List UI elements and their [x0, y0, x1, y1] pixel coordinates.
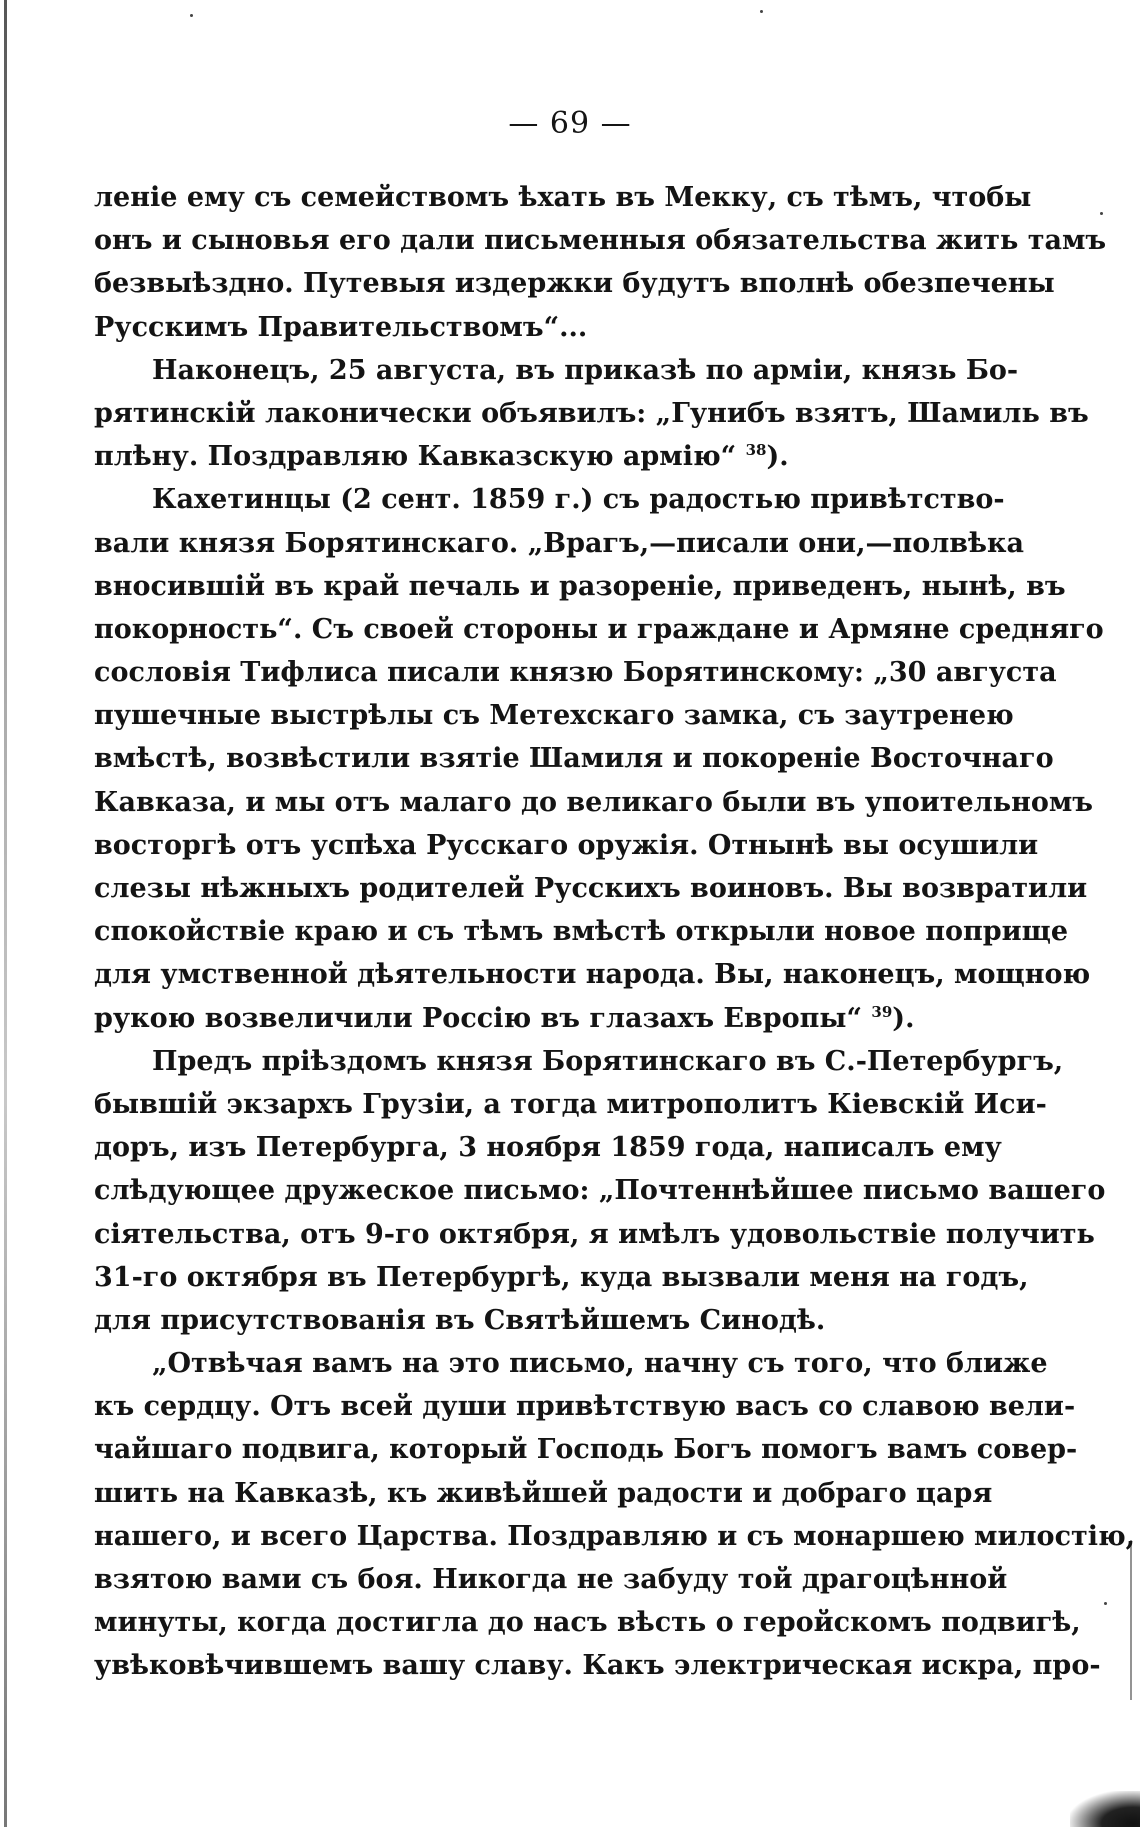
line-text: „Отвѣчая вамъ на это письмо, начну съ того, что ближе	[152, 1348, 1048, 1380]
text-line	[94, 219, 1107, 262]
line-text: рятинскій лаконически объявилъ: „Гунибъ взятъ, Шамиль въ	[94, 397, 1089, 429]
line-text: плѣну. Поздравляю Кавказскую армію“	[94, 441, 737, 473]
text-line	[94, 651, 1057, 694]
text-line	[94, 349, 1019, 392]
line-text: 31-го октября въ Петербургѣ, куда вызвали меня на годъ,	[94, 1261, 1029, 1293]
line-text: леніе ему съ семействомъ ѣхать въ Мекку, съ тѣмъ, чтобы	[94, 182, 1032, 213]
text-line	[94, 176, 1032, 219]
text-line	[94, 435, 944, 478]
text-line	[94, 1169, 1106, 1212]
line-text: онъ и сыновья его дали письменныя обязательства жить тамъ	[94, 225, 1107, 257]
scan-speck	[1100, 212, 1103, 215]
text-line	[94, 1213, 1095, 1256]
text-line	[94, 910, 1069, 953]
line-text: увѣковѣчившемъ вашу славу. Какъ электрическая искра, про-	[94, 1650, 1101, 1682]
footnote-reference: 39	[871, 1002, 893, 1021]
line-text: вмѣстѣ, возвѣстили взятіе Шамиля и покореніе Восточнаго	[94, 743, 1054, 775]
line-text: сіятельства, отъ 9-го октября, я имѣлъ удовольствіе получить	[94, 1218, 1095, 1250]
line-text: взятою вами съ боя. Никогда не забуду той драгоцѣнной	[94, 1564, 1008, 1595]
line-text: къ сердцу. Отъ всей души привѣтствую васъ со славою вели-	[94, 1391, 1076, 1423]
scan-right-edge-mark	[1130, 1540, 1132, 1700]
footnote-tail: ).	[766, 441, 789, 473]
footnote-tail: ).	[892, 1002, 915, 1034]
line-text: для присутствованія въ Святѣйшемъ Синодѣ.	[94, 1304, 826, 1336]
scan-binding-edge	[4, 0, 7, 1827]
scan-corner-blot	[1070, 1791, 1140, 1827]
line-text: Кавказа, и мы отъ малаго до великаго были въ упоительномъ	[94, 786, 1094, 818]
line-text: Наконецъ, 25 августа, въ приказѣ по арміи, князь Бо-	[152, 354, 1019, 386]
line-text: нашего, и всего Царства. Поздравляю и съ монаршею милостію,	[94, 1520, 1136, 1552]
text-line	[94, 1083, 1047, 1126]
page-number: — 69 —	[508, 106, 632, 141]
text-line	[94, 608, 1104, 651]
line-text: покорность“. Съ своей стороны и граждане и Армяне средняго	[94, 613, 1104, 645]
text-line	[94, 565, 1066, 608]
scan-speck	[190, 14, 193, 17]
paragraph	[94, 1040, 1106, 1342]
line-text: спокойствіе краю и съ тѣмъ вмѣстѣ открыли новое поприще	[94, 916, 1069, 948]
text-line	[94, 262, 1055, 305]
line-text: вали князя Борятинскаго. „Врагъ,—писали они,—полвѣка	[94, 527, 1025, 559]
text-line	[94, 306, 944, 349]
line-text: для умственной дѣятельности народа. Вы, наконецъ, мощною	[94, 959, 1091, 991]
text-line	[94, 1342, 1048, 1385]
line-text: минуты, когда достигла до насъ вѣсть о геройскомъ подвигѣ,	[94, 1607, 1081, 1639]
paragraph	[94, 176, 1107, 349]
line-text: безвыѣздно. Путевыя издержки будутъ вполнѣ обезпечены	[94, 268, 1055, 300]
text-line	[94, 1385, 1076, 1428]
line-text: Предъ пріѣздомъ князя Борятинскаго въ С.-Петербургъ,	[152, 1045, 1064, 1077]
footnote-reference: 38	[745, 441, 767, 460]
paragraph	[94, 478, 1104, 1039]
text-line	[94, 997, 944, 1040]
line-text: слѣдующее дружеское письмо: „Почтеннѣйшее письмо вашего	[94, 1175, 1106, 1207]
text-line	[94, 392, 1089, 435]
line-text: чайшаго подвига, который Господь Богъ помогъ вамъ совер-	[94, 1434, 1078, 1466]
text-line	[94, 522, 1025, 565]
scan-speck	[1104, 1602, 1107, 1605]
text-line	[94, 1299, 944, 1342]
text-line	[94, 1558, 1008, 1601]
line-text: вносившій въ край печаль и разореніе, приведенъ, нынѣ, въ	[94, 570, 1066, 602]
paragraph	[94, 1342, 1136, 1688]
text-line	[94, 1126, 1002, 1169]
line-text: доръ, изъ Петербурга, 3 ноября 1859 года, написалъ ему	[94, 1132, 1002, 1164]
text-line	[94, 478, 1005, 521]
text-line	[94, 867, 1088, 910]
body-text	[94, 176, 1136, 1688]
line-text: пушечные выстрѣлы съ Метехскаго замка, съ заутренею	[94, 700, 1014, 732]
text-line	[94, 1644, 1101, 1687]
text-line	[94, 953, 1091, 996]
text-line	[94, 1472, 993, 1515]
text-line	[94, 1601, 1081, 1644]
text-line	[94, 1428, 1078, 1471]
line-text: бывшій экзархъ Грузіи, а тогда митрополитъ Кіевскій Иси-	[94, 1088, 1047, 1120]
line-text: сословія Тифлиса писали князю Борятинскому: „30 августа	[94, 657, 1057, 689]
line-text: слезы нѣжныхъ родителей Русскихъ воиновъ. Вы возвратили	[94, 873, 1088, 904]
text-line	[94, 824, 1039, 867]
line-text: рукою возвеличили Россію въ глазахъ Европы“	[94, 1002, 863, 1034]
text-line	[94, 1256, 1029, 1299]
text-line	[94, 694, 1014, 737]
line-text: Кахетинцы (2 сент. 1859 г.) съ радостью привѣтство-	[152, 484, 1005, 516]
scan-speck	[760, 10, 763, 13]
line-text: восторгѣ отъ успѣха Русскаго оружія. Отнынѣ вы осушили	[94, 829, 1039, 861]
text-line	[94, 781, 1094, 824]
line-text: Русскимъ Правительствомъ“...	[94, 311, 588, 343]
text-line	[94, 737, 1054, 780]
line-text: шить на Кавказѣ, къ живѣйшей радости и добраго царя	[94, 1477, 993, 1509]
text-line	[94, 1515, 1136, 1558]
text-line	[94, 1040, 1064, 1083]
paragraph	[94, 349, 1089, 479]
